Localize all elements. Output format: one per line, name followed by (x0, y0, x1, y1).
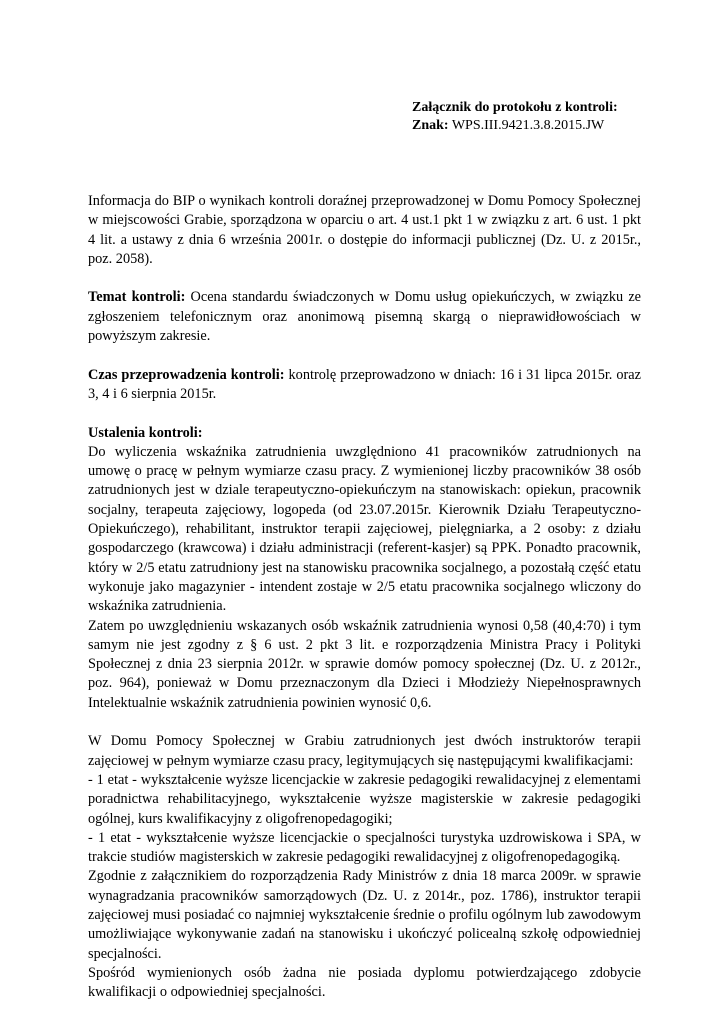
time-paragraph (88, 366, 641, 405)
intro-paragraph: Informacja do BIP o wynikach kontroli doraźnej przeprowadzonej w Domu Pomocy Społecznej w miejscowości Grabie, sporządzona w oparciu o art. 4 ust.1 pkt 1 w związku z art. 6 ust. 1 pkt 4 lit. a ustawy z dnia 6 września 2001r. o dostępie do informacji publicznej (Dz. U. z 2015r., poz. 2058). (88, 193, 641, 267)
findings-paragraph-5: Spośród wymienionych osób żadna nie posiada dyplomu potwierdzającego zdobycie kwalifikacji o odpowiedniej specjalności. (88, 964, 641, 1001)
findings-paragraph-4: Zgodnie z załącznikiem do rozporządzenia Rady Ministrów z dnia 18 marca 2009r. w sprawie wynagradzania pracowników samorządowych (Dz. U. z 2014r., poz. 1786), instruktor terapii zajęciowej musi posiadać co najmniej wykształcenie średnie o profilu ogólnym lub zawodowym umożliwiające wykonywanie zadań na stanowisku i ukończyć policealną szkołę odpowiedniej specjalności. (88, 868, 641, 962)
reference-label: Znak: (412, 118, 449, 133)
findings-paragraph-2: Zatem po uwzględnieniu wskazanych osób wskaźnik zatrudnienia wynosi 0,58 (40,4:70) i tym samym nie jest zgodny z § 6 ust. 2 pkt 3 lit. e rozporządzenia Ministra Pracy i Polityki Społecznej z dnia 23 sierpnia 2012r. w sprawie domów pomocy społecznej (Dz. U. z 2012r., poz. 964), ponieważ w Domu przeznaczonym dla Dzieci i Młodzieży Niepełnosprawnych Intelektualnie wskaźnik zatrudnienia powinien wynosić 0,6. (88, 617, 641, 711)
findings-list-item-1: - 1 etat - wykształcenie wyższe licencjackie w zakresie pedagogiki rewalidacyjnej z elementami poradnictwa rehabilitacyjnego, wykształcenie wyższe magisterskie w zakresie pedagogiki ogólnej, kurs kwalifikacyjny z oligofrenopedagogiki; (88, 771, 641, 827)
findings-paragraph-1: Do wyliczenia wskaźnika zatrudnienia uwzględniono 41 pracowników zatrudnionych na umowę o pracę w pełnym wymiarze czasu pracy. Z wymienionej liczby pracowników 38 osób zatrudnionych jest w dziale terapeutyczno-opiekuńczym na stanowiskach: opiekun, pracownik socjalny, terapeuta zajęciowy, logopeda (od 23.07.2015r. Kierownik Działu Terapeutyczno-Opiekuńczego), rehabilitant, instruktor terapii zajęciowej, pielęgniarka, a 2 osoby: z działu gospodarczego (krawcowa) i działu administracji (referent-kasjer) są PPK. Ponadto pracownik, który w 2/5 etatu zatrudniony jest na stanowisku pracownika socjalnego, a pozostałą część etatu wykonuje jako magazynier - intendent zostaje w 2/5 etatu pracownika socjalnego wliczony do wskaźnika zatrudnienia. (88, 443, 641, 615)
time-label: Czas przeprowadzenia kontroli: (88, 366, 285, 383)
topic-label: Temat kontroli: (88, 289, 186, 306)
document-body (88, 192, 641, 1002)
findings-paragraph-3: W Domu Pomocy Społecznej w Grabiu zatrudnionych jest dwóch instruktorów terapii zajęciowej w pełnym wymiarze czasu pracy, legitymujących się następującymi kwalifikacjami: (88, 733, 641, 769)
topic-paragraph (88, 288, 641, 346)
findings-heading: Ustalenia kontroli: (88, 424, 203, 441)
findings-list-item-2: - 1 etat - wykształcenie wyższe licencjackie o specjalności turystyka uzdrowiskowa i SPA, w trakcie studiów magisterskich w zakresie pedagogiki rewalidacyjnej z oligofrenopedagogiką. (88, 829, 641, 866)
topic-text: Ocena standardu świadczonych w Domu usług opiekuńczych, w związku ze zgłoszeniem telefonicznym oraz anonimową pisemną skargą o nieprawidłowościach w powyższym zakresie. (88, 289, 642, 345)
attachment-header (412, 99, 618, 135)
reference-number: WPS.III.9421.3.8.2015.JW (448, 118, 605, 133)
attachment-title: Załącznik do protokołu z kontroli: (412, 100, 618, 115)
reference-line (412, 117, 618, 135)
time-text: kontrolę przeprowadzono w dniach: 16 i 31 lipca 2015r. oraz 3, 4 i 6 sierpnia 2015r. (88, 366, 641, 402)
